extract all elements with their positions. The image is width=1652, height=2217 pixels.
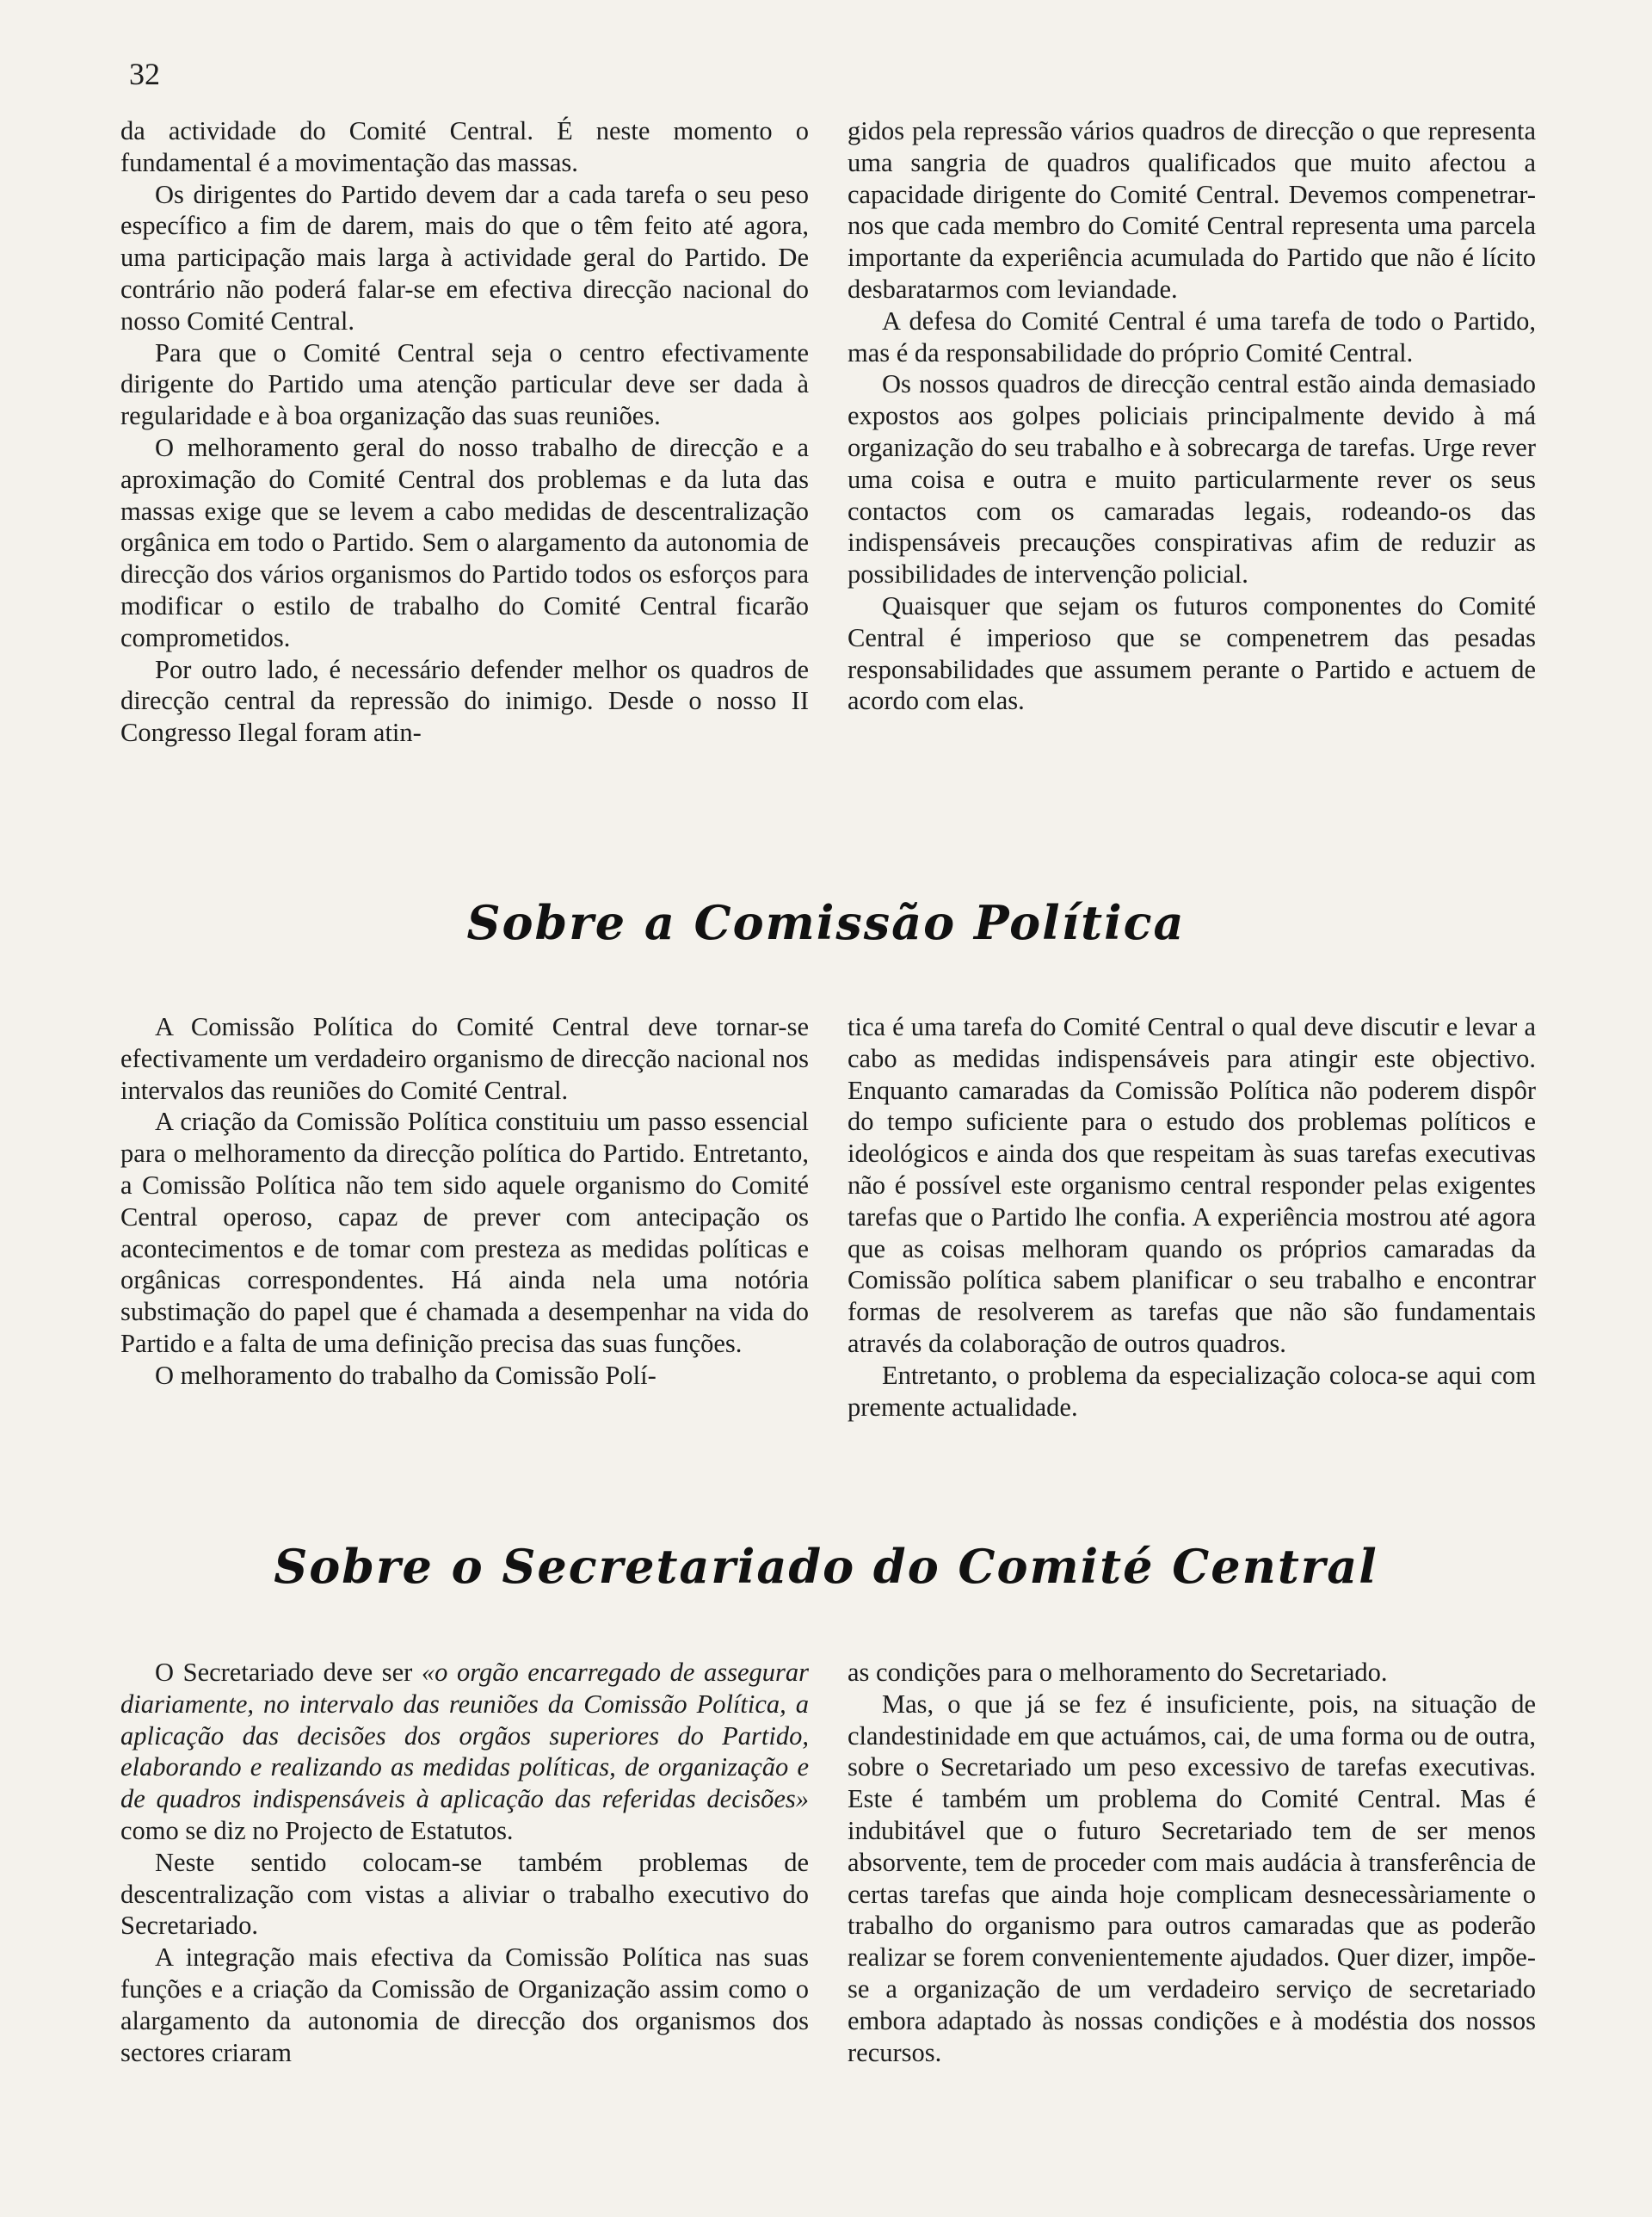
- paragraph: gidos pela repressão vários quadros de direcção o que representa uma sangria de quadros qualificados que muito afectou a capacidade dirigente do Comité Central. Devemos compenetrar-nos que cada membro do Comité Central representa uma parcela importante da experiência acumulada do Partido que não é lícito desbaratarmos com leviandade.: [848, 116, 1536, 304]
- paragraph: Mas, o que já se fez é insuficiente, pois, na situação de clandestinidade em que actuámos, cai, de uma forma ou de outra, sobre o Secretariado um peso excessivo de tarefas executivas. Este é também um problema do Comité Central. Mas é indubitável que o futuro Secretariado tem de ser menos absorvente, tem de proceder com mais audácia à transferência de certas tarefas que ainda hoje complicam desnecessàriamente o trabalho do organismo para outros camaradas que as poderão realizar se forem convenientemente ajudados. Quer dizer, impõe-se a organização de um verdadeiro serviço de secretariado embora adaptado às nossas condições e à modéstia dos nossos recursos.: [848, 1689, 1536, 2067]
- paragraph: Os dirigentes do Partido devem dar a cada tarefa o seu peso específico a fim de darem, mais do que o têm feito até agora, uma participação mais larga à actividade geral do Partido. De contrário não poderá falar-se em efectiva direcção nacional do nosso Comité Central.: [120, 179, 809, 336]
- paragraph: O melhoramento do trabalho da Comissão Polí-: [155, 1360, 656, 1390]
- section3-left-column: [120, 1657, 809, 2068]
- section2-left-column: [120, 1011, 809, 1392]
- paragraph: Neste sentido colocam-se também problemas de descentralização com vistas a aliviar o trabalho executivo do Secretariado.: [120, 1847, 809, 1941]
- statute-quote: «o orgão encarregado de assegurar diariamente, no intervalo das reuniões da Comissão Política, a aplicação das decisões dos orgãos superiores do Partido, elaborando e realizando as medidas políticas, de organização e de quadros indispensáveis à aplicação das referidas decisões»: [120, 1658, 809, 1814]
- section3-right-column: [848, 1657, 1536, 2068]
- paragraph: Para que o Comité Central seja o centro efectivamente dirigente do Partido uma atenção particular deve ser dada à regularidade e à boa organização das suas reuniões.: [120, 337, 809, 431]
- paragraph: Quaisquer que sejam os futuros componentes do Comité Central é imperioso que se compenetrem das pesadas responsabilidades que assumem perante o Partido e actuem de acordo com elas.: [848, 590, 1536, 716]
- quote-intro: O Secretariado deve ser: [155, 1658, 422, 1687]
- paragraph: Entretanto, o problema da especialização coloca-se aqui com premente actualidade.: [848, 1360, 1536, 1422]
- section1-right-column: [848, 115, 1536, 717]
- paragraph: da actividade do Comité Central. É neste momento o fundamental é a movimentação das massas.: [120, 116, 809, 177]
- paragraph: Os nossos quadros de direcção central estão ainda demasiado expostos aos golpes policiais principalmente devido à má organização do seu trabalho e à sobrecarga de tarefas. Urge rever uma coisa e outra e muito particularmente rever os seus contactos com os camaradas legais, rodeando-os das indispensáveis precauções conspirativas afim de reduzir as possibilidades de intervenção policial.: [848, 369, 1536, 590]
- paragraph: Por outro lado, é necessário defender melhor os quadros de direcção central da repressão do inimigo. Desde o nosso II Congresso Ilegal foram atin-: [120, 654, 809, 748]
- paragraph: A Comissão Política do Comité Central deve tornar-se efectivamente um verdadeiro organismo de direcção nacional nos intervalos das reuniões do Comité Central.: [120, 1012, 809, 1105]
- section-heading-comissao-politica: Sobre a Comissão Política: [466, 895, 1186, 950]
- page-number: 32: [129, 57, 160, 91]
- paragraph-with-quote: [120, 1657, 809, 1847]
- paragraph: as condições para o melhoramento do Secretariado.: [848, 1658, 1388, 1687]
- section2-right-column: [848, 1011, 1536, 1423]
- quote-outro: como se diz no Projecto de Estatutos.: [120, 1815, 514, 1845]
- section-heading-secretariado: Sobre o Secretariado do Comité Central: [274, 1539, 1378, 1594]
- paragraph: A defesa do Comité Central é uma tarefa de todo o Partido, mas é da responsabilidade do próprio Comité Central.: [848, 306, 1536, 367]
- paragraph: A criação da Comissão Política constituiu um passo essencial para o melhoramento da direcção política do Partido. Entretanto, a Comissão Política não tem sido aquele organismo do Comité Central operoso, capaz de prever com antecipação os acontecimentos e de tomar com presteza as medidas políticas e orgânicas correspondentes. Há ainda nela uma notória substimação do papel que é chamada a desempenhar na vida do Partido e a falta de uma definição precisa das suas funções.: [120, 1107, 809, 1358]
- paragraph: tica é uma tarefa do Comité Central o qual deve discutir e levar a cabo as medidas indispensáveis para atingir este objectivo. Enquanto camaradas da Comissão Política não poderem dispôr do tempo suficiente para o estudo dos problemas políticos e ideológicos e ainda dos que respeitam às suas tarefas executivas não é possível este organismo central responder pelas exigentes tarefas que o Partido lhe confia. A experiência mostrou até agora que as coisas melhoram quando os próprios camaradas da Comissão política sabem planificar o seu trabalho e encontrar formas de resolverem as tarefas que não são fundamentais através da colaboração de outros quadros.: [848, 1012, 1536, 1358]
- section1-left-column: [120, 115, 809, 749]
- paragraph: O melhoramento geral do nosso trabalho de direcção e a aproximação do Comité Central dos problemas e da luta das massas exige que se levem a cabo medidas de descentralização orgânica em todo o Partido. Sem o alargamento da autonomia de direcção dos vários organismos do Partido todos os esforços para modificar o estilo de trabalho do Comité Central ficarão comprometidos.: [120, 432, 809, 652]
- paragraph: A integração mais efectiva da Comissão Política nas suas funções e a criação da Comissão de Organização assim como o alargamento da autonomia de direcção dos organismos dos sectores criaram: [120, 1942, 809, 2067]
